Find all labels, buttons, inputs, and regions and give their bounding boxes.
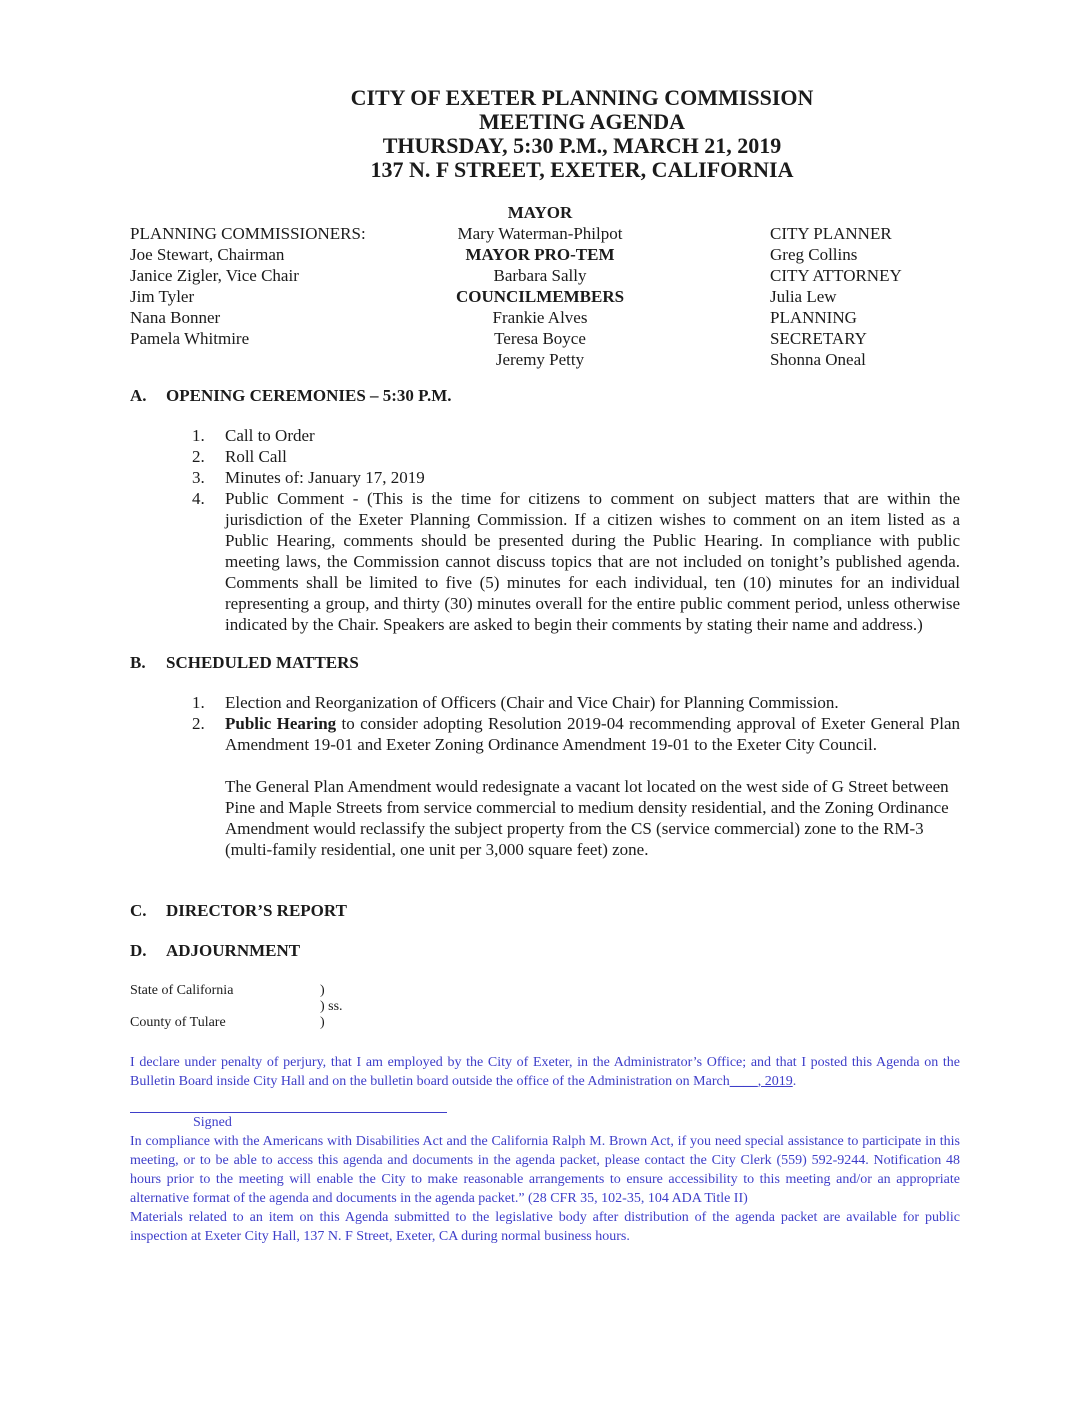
item-text: Election and Reorganization of Officers (Chair and Vice Chair) for Planning Commission. <box>225 693 839 712</box>
item-number: 4. <box>192 489 205 508</box>
declaration-text: I declare under penalty of perjury, that I am employed by the City of Exeter, in the Administrator’s Office; and that I posted this Agenda on the Bulletin Board inside City Hall and on the bulletin board outside the office of the Administration on March <box>130 1055 960 1089</box>
section-b-heading <box>130 652 960 673</box>
roster-heading-mayor: MAYOR <box>507 203 573 222</box>
roster-cell <box>130 202 420 223</box>
section-c-letter: C. <box>130 901 147 920</box>
list-item <box>192 425 960 446</box>
title-line-1: CITY OF EXETER PLANNING COMMISSION <box>350 85 814 110</box>
jurat-county-label: County of Tulare <box>130 1015 226 1030</box>
list-item-public-hearing <box>192 713 960 755</box>
roster-heading-commissioners: PLANNING COMMISSIONERS: <box>130 224 366 243</box>
declaration-period: . <box>792 1074 797 1089</box>
roster-heading-councilmembers: COUNCILMEMBERS <box>455 287 625 306</box>
roster-cell: Jim Tyler <box>130 287 195 306</box>
roster-cell <box>660 202 960 223</box>
section-a-heading <box>130 385 960 406</box>
jurat-paren: ) <box>320 983 325 998</box>
item-lead-bold: Public Hearing <box>225 714 337 733</box>
roster-cell: Teresa Boyce <box>494 329 586 348</box>
list-item-public-comment <box>192 488 960 635</box>
jurat-row <box>130 999 960 1015</box>
roster-cell: Frankie Alves <box>492 308 588 327</box>
title-line-3: THURSDAY, 5:30 P.M., MARCH 21, 2019 <box>382 133 782 158</box>
section-d-heading <box>130 940 960 961</box>
jurat-state-label: State of California <box>130 983 234 998</box>
perjury-declaration <box>130 1053 960 1091</box>
signature-label: Signed <box>193 1115 232 1130</box>
item-number: 2. <box>192 447 205 466</box>
jurat-row <box>130 983 960 999</box>
jurat-block <box>130 983 960 1031</box>
section-c-heading <box>130 900 960 921</box>
roster-cell: Mary Waterman-Philpot <box>457 224 623 243</box>
roster-heading-planning-secretary-2: SECRETARY <box>770 329 867 348</box>
item-number: 1. <box>192 426 205 445</box>
item-text <box>225 713 960 755</box>
section-c-title: DIRECTOR’S REPORT <box>166 901 347 920</box>
section-b-letter: B. <box>130 653 146 672</box>
title-line-2: MEETING AGENDA <box>479 109 685 134</box>
item-number: 3. <box>192 468 205 487</box>
roster-heading-mayor-pro-tem: MAYOR PRO-TEM <box>465 245 615 264</box>
roster-cell: Pamela Whitmire <box>130 329 250 348</box>
list-item <box>192 692 960 713</box>
jurat-ss-mark: ) ss. <box>320 999 343 1014</box>
section-b-list <box>130 692 960 755</box>
item-text: Public Comment - (This is the time for citizens to comment on subject matters that are within the jurisdiction of the Exeter Planning Commission. If a citizen wishes to comment on an item listed as a Public Hearing, comments should be presented during the Public Hearing. In compliance with public meeting laws, the Commission cannot discuss topics that are not included on tonight’s published agenda. Comments shall be limited to five (5) minutes for each individual, ten (10) minutes for an individual representing a group, and thirty (30) minutes overall for the entire public comment period, unless otherwise indicated by the Chair. Speakers are asked to begin their comments by stating their name and address.) <box>225 489 960 634</box>
declaration-blank: ____ <box>729 1074 758 1089</box>
item-number: 1. <box>192 693 205 712</box>
item-text: Minutes of: January 17, 2019 <box>225 468 425 487</box>
roster-cell <box>130 349 420 370</box>
item-text: Roll Call <box>225 447 287 466</box>
section-d-title: ADJOURNMENT <box>166 941 301 960</box>
section-b-title: SCHEDULED MATTERS <box>166 653 359 672</box>
jurat-row <box>130 1015 960 1031</box>
item-text-rest: to consider adopting Resolution 2019-04 recommending approval of Exeter General Plan Amendment 19-01 and Exeter Zoning Ordinance Amendment 19-01 to the Exeter City Council. <box>225 714 961 754</box>
section-a-title: OPENING CEREMONIES – 5:30 P.M. <box>166 386 452 405</box>
roster-cell: Greg Collins <box>770 245 858 264</box>
section-a-letter: A. <box>130 386 147 405</box>
roster-cell: Joe Stewart, Chairman <box>130 245 285 264</box>
roster-cell: Janice Zigler, Vice Chair <box>130 266 299 285</box>
jurat-paren: ) <box>320 1015 325 1030</box>
section-d-letter: D. <box>130 941 147 960</box>
declaration-date: , 2019 <box>757 1074 793 1089</box>
roster-cell: Barbara Sally <box>493 266 587 285</box>
list-item <box>192 467 960 488</box>
roster-cell: Shonna Oneal <box>770 350 866 369</box>
general-plan-paragraph: The General Plan Amendment would redesignate a vacant lot located on the west side of G Street between Pine and Maple Streets from service commercial to medium density residential, and the Zoning Ordinance Amendment would reclassify the subject property from the CS (service commercial) zone to the RM-3 (multi-family residential, one unit per 3,000 square feet) zone. <box>225 777 949 859</box>
list-item <box>192 446 960 467</box>
title-line-4: 137 N. F STREET, EXETER, CALIFORNIA <box>370 157 794 182</box>
jurat-empty-label <box>130 999 320 1015</box>
roster-cell: Julia Lew <box>770 287 837 306</box>
ada-notice-paragraph: In compliance with the Americans with Disabilities Act and the California Ralph M. Brown Act, if you need special assistance to participate in this meeting, or to be able to access this agenda and documents in the agenda packet, please contact the City Clerk (559) 592-9244. Notification 48 hours prior to the meeting will enable the City to make reasonable arrangements to ensure accessibility to this meeting and/or an appropriate alternative format of the agenda and documents in the agenda packet.” (28 CFR 35, 102-35, 104 ADA Title II) <box>130 1134 960 1206</box>
document-title <box>204 86 960 182</box>
item-text: Call to Order <box>225 426 315 445</box>
roster-heading-city-attorney: CITY ATTORNEY <box>770 266 902 285</box>
officials-roster <box>130 202 960 370</box>
section-a-list <box>130 425 960 635</box>
roster-cell: Nana Bonner <box>130 308 221 327</box>
roster-cell: Jeremy Petty <box>495 350 585 369</box>
materials-notice-paragraph: Materials related to an item on this Agenda submitted to the legislative body after distribution of the agenda packet are available for public inspection at Exeter City Hall, 137 N. F Street, Exeter, CA during normal business hours. <box>130 1210 960 1244</box>
roster-heading-city-planner: CITY PLANNER <box>770 224 892 243</box>
item-number: 2. <box>192 714 205 733</box>
roster-heading-planning-secretary: PLANNING <box>770 308 857 327</box>
